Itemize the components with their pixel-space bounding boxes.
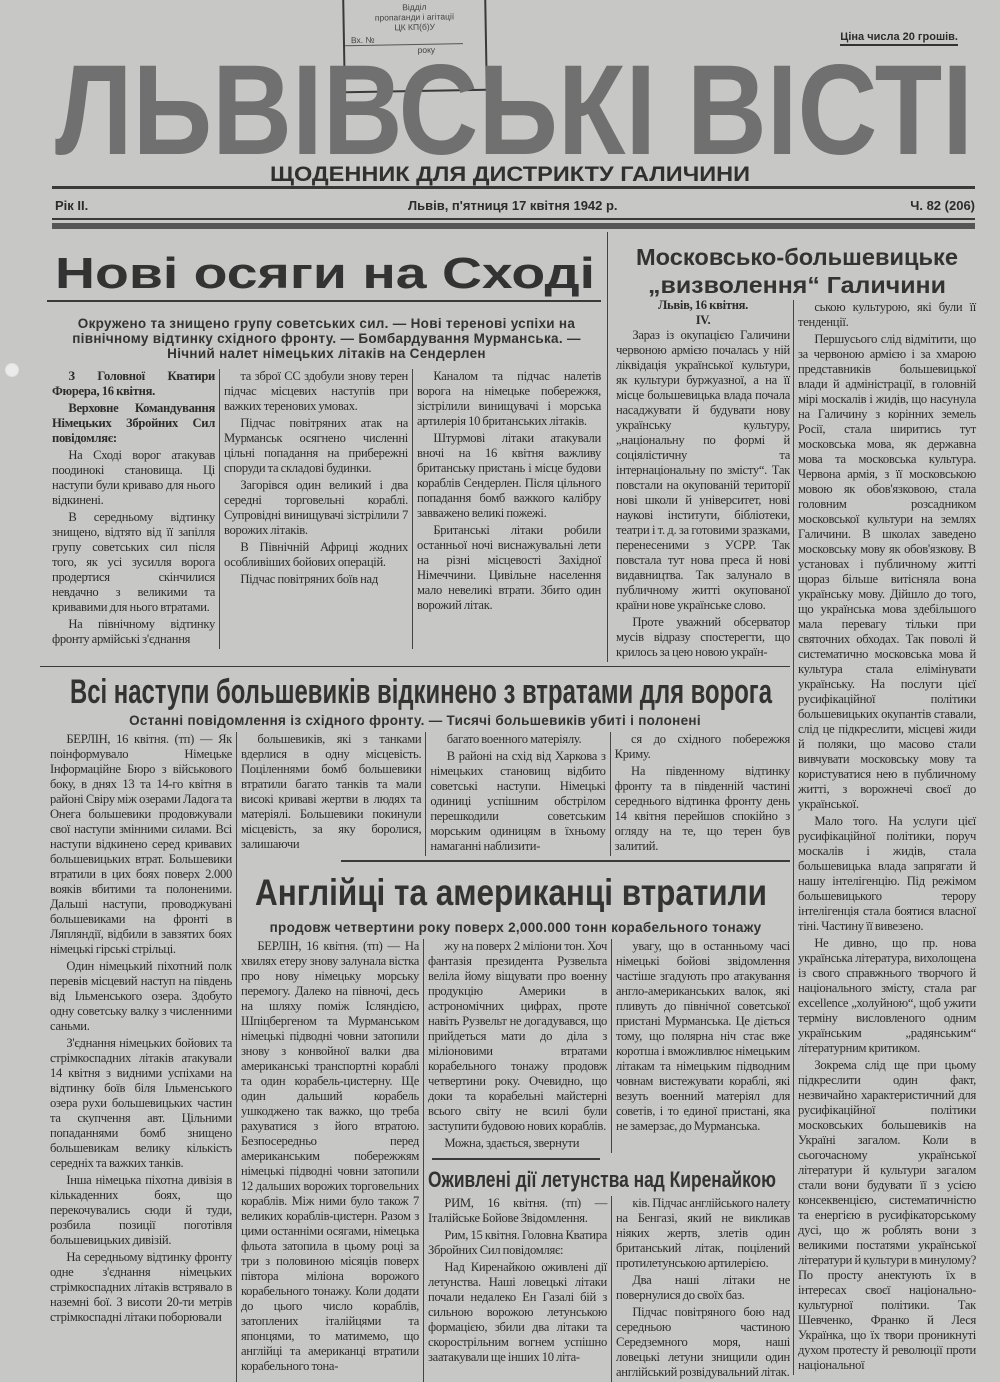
article3-subheadline: продовж четвертини року поверх 2,000.000 тонн корабельного тонажу <box>269 920 762 935</box>
paragraph: Зокрема слід ще при цьому підкреслити один факт, незвичайно характеристичний для русифікаційної політики московських большевиків на Україні загалом. Коли в сьогочасному української літератури й культури загалом стали вони будувати її з усією консеквенцією, систематичністю та енергією в русифікаторському дусі, що ж роблять вони з великими постатями української літератури й культури в минулому? По просту анектують їх в інтересах своєї національно-культурної політики. Так Шевченко, Франко й Леся Українка, що їх твори проникнуті духом протесту й революції проти національної <box>798 1058 976 1372</box>
article4-column-b <box>428 1196 607 1382</box>
paragraph: Над Киренайкою оживлені дії летунства. Наші ловецькі літаки почали недалеко Ен Газалі бій з сильною ворожою летунською формацією, збили два літаки та скорострільним вогнем успішно заатакували ще інших 10 літа- <box>428 1260 607 1364</box>
paragraph: ся до східного побережжя Криму. <box>614 732 790 761</box>
stamp-line: Вх. № <box>345 33 463 46</box>
paragraph: ків. Підчас англійського налету на Бенгазі, який не викликав ніяких жертв, злетів один британський літак, поцілений протилетунською артилерією. <box>616 1196 790 1270</box>
paragraph: большевиків, які з танками вдерлися в одну місцевість. Поціленнями бомб большевики втратили багато танків та мали високі криваві жертви в людях та матеріялі. Большевики покинули місцевість, за яку боролися, залишаючи <box>241 732 422 851</box>
article1 <box>40 232 608 662</box>
paragraph: На Сході ворог атакував поодинокі становища. Ці наступи були криваво для нього відкинені. <box>52 448 215 507</box>
right-article-column-a <box>608 232 790 662</box>
paragraph: Не дивно, що пр. нова українська література, вихолощена із свого справжнього творчого й національного змісту, стала par excellence „холуйною“, щоб ужити терміну висловленого одним українським „радянським“ літературним критиком. <box>798 936 976 1055</box>
newspaper-subtitle <box>270 160 754 186</box>
paragraph: Штурмові літаки атакували вночі на 16 квітня важливу британську пристань і місце будови кораблів Сендерлен. Після цільного попадання бомб важкого калібру завважено великі пожежі. <box>417 431 601 520</box>
newspaper-title <box>55 62 977 162</box>
punch-hole <box>4 362 20 378</box>
masthead-rule <box>52 186 975 189</box>
paragraph: На південному відтинку фронту та в південній частині середнього відтинка фронту день 14 квітня перейшов спокійно з огляду на те, що терен був залитий. <box>614 764 790 853</box>
stamp-line: року <box>417 44 436 55</box>
price: Ціна числа 20 грошів. <box>840 31 958 46</box>
divider <box>432 1158 600 1160</box>
paragraph: РИМ, 16 квітня. (тп) — Італійське Бойове Звідомлення. <box>428 1196 607 1225</box>
paragraph: та зброї СС здобули знову терен підчас місцевих наступів при важких теренових умовах. <box>224 369 408 413</box>
issue-number: Ч. 82 (206) <box>910 198 975 213</box>
article1-column-2 <box>219 369 408 649</box>
article3-headline-text: Англійці та американці втратили <box>255 872 767 912</box>
article3-column-b <box>428 939 607 1153</box>
article2-headline-text: Всі наступи большевиків відкинено з втратами для ворога <box>70 673 773 711</box>
paragraph: Зараз із окупацією Галичини червоною армією почалась у ній ліквідація української культури, як культури буржуазної, а на її місце большевицька влада почала насаджувати й будувати нову українську культуру, „національну по формі й соціялістичну та інтернаціональну по змісту“. Так повстали на окупованій території нові школи й університет, нові наукові інститути, бібліотеки, театри і т. д. за готовими зразками, перенесеними з УСРР. Так повстала тут нова преса й нові видавництва. Так залунало в публичному житті окупованої країни нове українське слово. <box>616 328 790 612</box>
article1-intro: Верховне Командування Німецьких Збройних Сил повідомляє: <box>52 401 215 445</box>
right-article-dateline: Львів, 16 квітня. <box>657 298 749 312</box>
paragraph: Загорівся один великий і два середні торговельні кораблі. Супровідні винищувачі зістрілили 7 ворожих літаків. <box>224 478 408 537</box>
article2-headline <box>70 671 780 711</box>
stamp-line: ЦК КП(б)У <box>394 21 436 33</box>
paragraph: В районі на схід від Харкова з німецьких становищ відбито советські наступи. Німецькі одиниці успішним обстрілом перешкодили советським морським одиницям в їхньому намаганні наблизити- <box>430 749 606 853</box>
paragraph: Інша німецька піхотна дивізія в кількаденних боях, що перекочувались сюди й туди, розбила позиції поготівля большевицьких дивізій. <box>50 1173 232 1247</box>
newspaper-title-text: ЛЬВІВСЬКІ ВІСТІ <box>55 62 973 162</box>
paragraph: Один німецький піхотний полк перевів місцевий наступ на південь від Ільменського озера. Здобуто одну советську валку з численними саньми. <box>50 959 232 1033</box>
paragraph: ською культурою, які були її тенденції. <box>798 300 976 329</box>
right-article-part: IV. <box>695 313 711 327</box>
paragraph: БЕРЛІН, 16 квітня. (тп) — На хвилях етеру знову залунала вістка про нову німецьку морську перемогу. Далеко на півночі, десь на шляху поміж Ісляндією, Шпіцбергеном та Мурманськом німецькі підводні човни затопили знову з конвойної валки два американські транспортні кораблі та один корабель-цистерну. Ще один дальший корабель ушкоджено так важко, що треба рахуватися з його втратою. Безпосередньо перед американським побережжям німецькі підводні човни затопили 12 дальших ворожих торговельних кораблів. Між ними було також 7 великих кораблів-цистерн. Разом з цими останніми осягами, німецька фльота затопила в цьому році за три з половиною місяців поверх півтора міліона ворожого корабельного тонажу. Коли додати до цього число кораблів, затоплених італійцями та японцями, то матимемо, що англійці та американці втратили корабельного тона- <box>241 939 419 1373</box>
paragraph: Підчас повітряного бою над середньою частиною Середземного моря, наші ловецькі летуни знищили один англійський розвідувальний літак. <box>616 1305 790 1379</box>
paragraph: жу на поверх 2 міліони тон. Хоч фантазія президента Рузвельта веліла йому віщувати про военну продукцію Америки в астрономічних цифрах, проте навіть Рузвельт не догадувався, що прийдеться мати до діла з міліоновими втратами корабельного тонажу продовж четвертини року. Очевидно, що доки та корабельні майстерні всього світу не всилі були заступити будовою нових кораблів. <box>428 939 607 1133</box>
article1-column-1 <box>52 369 215 649</box>
article2-columns <box>241 732 790 856</box>
article1-column-3 <box>412 369 601 649</box>
article1-subheadline: Окружено та знищено групу советських сил. — Нові теренові успіхи на північному відтинку східного фронту. — Бомбардування Мурманська. — Нічний налет німецьких літаків на Сендерлен <box>72 316 581 361</box>
lower-right-area <box>236 732 790 1382</box>
article1-headline <box>52 242 600 300</box>
year: Рік II. <box>55 198 89 213</box>
article4-headline <box>428 1164 783 1194</box>
paragraph: багато военного матеріялу. <box>446 732 582 746</box>
right-article-headline-line1: Московсько-большевицьке <box>636 244 958 270</box>
masthead-bar <box>52 223 975 229</box>
top-row <box>40 232 790 662</box>
divider <box>40 666 790 667</box>
paragraph: Британські літаки робили останньої ночі виснажувальні лети на різні місцевості Західної Німеччини. Цивільне населення мало невеликі втрати. Збито один ворожий літак. <box>417 523 601 612</box>
column-body <box>52 448 215 647</box>
article4-columns <box>428 1196 790 1382</box>
paragraph: увагу, що в останньому часі німецькі бойові звідомлення частіше згадують про атакування англо-американських валок, які пливуть до північної советської пристані Мурманська. Це діється тому, що полярна ніч стає вже коротша і вможливлює німецьким літакам та німецьким підводним човнам вистежувати кораблі, які везуть военний матеріял для советів, і то единої пристані, яка не замерзає, до Мурманська. <box>616 939 790 1133</box>
article3-right-area <box>423 939 790 1382</box>
paragraph: Підчас повітряних боїв над <box>240 572 378 586</box>
stamp-line: Відділ <box>402 1 427 13</box>
article3-headline <box>255 868 775 912</box>
main-area <box>40 232 790 1382</box>
divider <box>47 300 601 302</box>
paragraph: Проте уважний обсерватор мусів відразу спостерегти, що крилось за цею новою україн- <box>616 615 790 659</box>
article4-column-c <box>611 1196 790 1382</box>
stamp-line: пропаганди і агітації <box>374 11 455 23</box>
lower-area <box>40 732 790 1382</box>
article2-column-4 <box>610 732 790 856</box>
article1-columns <box>52 369 601 649</box>
article3-area <box>241 939 790 1382</box>
article1-headline-text: Нові осяги на Сході <box>55 249 595 298</box>
paragraph: БЕРЛІН, 16 квітня. (тп) — Як поінформувало Німецьке Інформаційне Бюро з військового боку, в днях 13 та 14-го квітня в районі Свіру між озерами Ладога та Онега большевики продовжували свої наступи змінними силами. Всі наступи відкинено серед кривавих большевицьких втрат. Большевики втратили в цих боях поверх 2.000 вояків вбитими та полоненими. Дальші наступи, проводжувані большевиками на фронті в Ляпляндії, відбили в завзятих боях німецькі гірські стрільці. <box>50 732 232 956</box>
paragraph: Каналом та підчас налетів ворога на німецьке побережжя, зістрілили винищувачі і морська артилерія 10 британських літаків. <box>417 369 601 428</box>
divider <box>341 860 790 862</box>
masthead-rule <box>52 218 975 220</box>
article2-column-2 <box>241 732 421 856</box>
column-body <box>616 328 790 660</box>
paragraph: Мало того. На услуги цієї русифікаційної політики, поруч москалів і жидів, стала большевицька влада запрягати й нашу інтелігенцію. Під режімом большевицького терору інтелігенція стала боятися власної тіні. Частину її вивезено. <box>798 814 976 933</box>
right-article-headline-line2: „визволення“ Галичини <box>648 272 946 298</box>
paragraph: Рим, 15 квітня. Головна Кватира Збройних Сил повідомляє: <box>428 1228 607 1257</box>
article2-column-3 <box>425 732 605 856</box>
article1-dateline: З Головної Кватири Фюрера, 16 квітня. <box>52 369 215 398</box>
paragraph: На середньому відтинку фронту одне з'єднання німецьких стрімкоспадних літаків встрявало в наземні бої. З висоти 20-ти метрів стрімкоспадні літаки поборювали <box>50 1250 232 1324</box>
paragraph: На північному відтинку фронту армійські з'єднання <box>52 617 215 646</box>
newspaper-subtitle-text: ЩОДЕННИК ДЛЯ ДИСТРИКТУ ГАЛИЧИНИ <box>270 163 750 186</box>
article2-subheadline: Останні повідомлення із східного фронту. — Тисячі большевиків убиті і полонені <box>129 713 701 728</box>
paragraph: З'єднання німецьких бойових та стрімкоспадних літаків атакували 14 квітня з видними успіхами на відтинку боїв біля Ільменського озера рухи большевицьких частин та скупчення авт. Цільними попаданнями бомб знищено большевикам велику кількість середніх та важких танків. <box>50 1036 232 1170</box>
paragraph: Два наші літаки не повернулися до своїх баз. <box>616 1273 790 1302</box>
right-article-column-b <box>793 300 976 1375</box>
article2-column-1 <box>40 732 236 1382</box>
issue-date: Львів, п'ятниця 17 квітня 1942 р. <box>408 198 618 213</box>
article3-column-a <box>241 939 423 1382</box>
paragraph: Можна, здається, звернути <box>444 1136 580 1150</box>
paragraph: В Північній Африці жодних особливіших бойових операцій. <box>224 540 408 569</box>
article3-columns <box>428 939 790 1153</box>
paragraph: В середньому відтинку знищено, відтято від її запілля групу советських сил після того, як усі зусилля ворога продертися скінчилися невдачно з великими та кривавими для нього втратами. <box>52 510 215 614</box>
article3-column-c <box>611 939 790 1153</box>
paragraph: Першусього слід відмітити, що за червоною армією і за хмарою представників большевицької влади й адміністрації, в головній мірі москалів і жидів, що насунула на Галичину з корінних земель Росії, стала ширитись тут московська мова, як державна мова та московська культура. Червона армія, з її московською мовою як обов'язковою, стала головним розсадником московської культури на землях Галичини. В школах заведено московську мову як обов'язкову. В установах і публичному житті щораз більше витісняла вона українську мову. Дійшло до того, що українська мова здебільшого мала перевагу тільки при святочних обходах. Так поволі й систематично московська мова й культура стала елімінувати українську. На послуги цієї русифікаційної політики большевицьких окупантів ставали, слід це підкреслити, місцеві жиди й поляки, що масово стали вивчувати московську мову та користуватися нею в публичному житті, з ворожнечі своєї до української. <box>798 332 976 811</box>
article4-headline-text: Оживлені дії летунства над Киренайкою <box>428 1167 776 1192</box>
paragraph: Підчас повітряних атак на Мурманськ осягнено численні цільні попадання на прибережні споруди та складові будинки. <box>224 416 408 475</box>
